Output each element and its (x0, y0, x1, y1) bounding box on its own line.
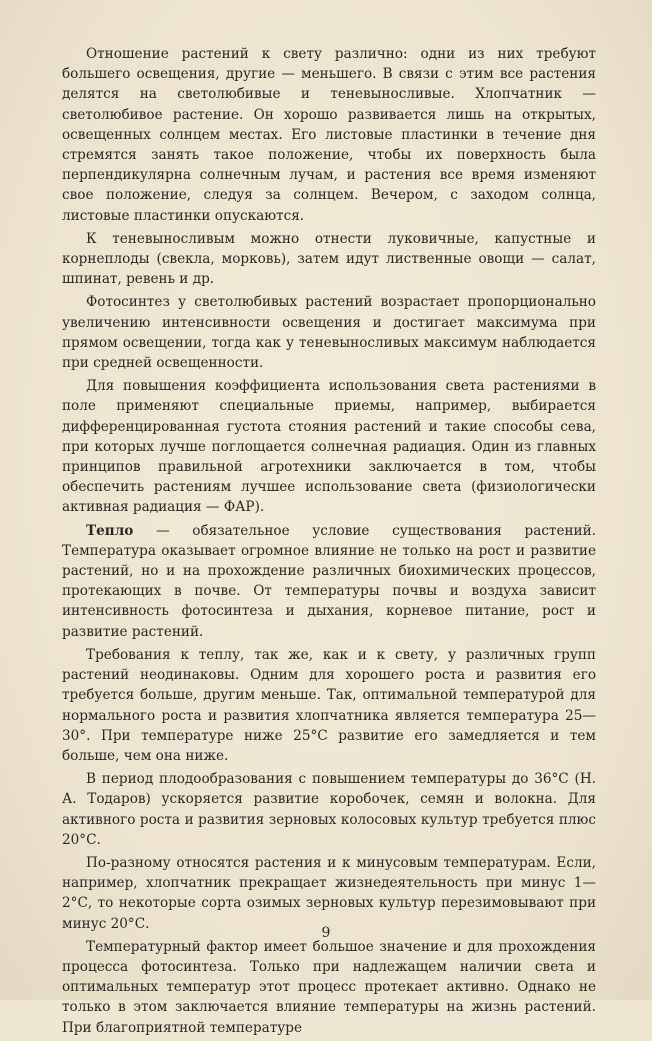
paragraph-shade-tolerant: К теневыносливым можно отнести луковичные, капустные и корнеплоды (свекла, морковь), затем идут лиственные овощи — салат, шпинат, ревень и др. (62, 230, 596, 288)
paragraph-temperature-factor: Температурный фактор имеет большое значение и для прохождения процесса фотосинтеза. Только при надлежащем наличии света и оптимальных температур этот процесс протекает активно. Однако не только в этом заключается влияние температуры на жизнь растений. При благоприятной температуре (62, 938, 596, 1036)
paragraph-photosynthesis: Фотосинтез у светолюбивых растений возрастает пропорционально увеличению интенсивности освещения и достигает максимума при прямом освещении, тогда как у теневыносливых максимум наблюдается при средней освещенности. (62, 294, 596, 372)
paragraph-fruiting-period: В период плодообразования с повышением температуры до 36°С (Н. А. Тодаров) ускоряется развитие коробочек, семян и волокна. Для активного роста и развития зерновых колосовых культур требуется плюс 20°С. (62, 771, 596, 848)
paragraph-heat (62, 521, 596, 642)
paragraph-light-relation: Отношение растений к свету различно: одни из них требуют большего освещения, другие — меньшего. В связи с этим все растения делятся на светолюбивые и теневыносливые. Хлопчатник — светолюбивое растение. Он хорошо развивается лишь на открытых, освещенных солнцем местах. Его листовые пластинки в течение дня стремятся занять такое положение, чтобы их поверхность была перпендикулярна солнечным лучам, и растения все время изменяют свое положение, следуя за солнцем. Вечером, с заходом солнца, листовые пластинки опускаются. (62, 46, 596, 224)
paragraph-heat-requirements: Требования к теплу, так же, как и к свету, у различных групп растений неодинаковы. Одним для хорошего роста и развития его требуется больше, другим меньше. Так, оптимальной температурой для нормального роста и развития хлопчатника является температура 25—30°. При температуре ниже 25°С развитие его замедляется и тем больше, чем она ниже. (62, 646, 596, 764)
paragraph-negative-temperatures: По-разному относятся растения и к минусовым температурам. Если, например, хлопчатник прекращает жизнедеятельность при минус 1—2°С, то некоторые сорта озимых зерновых культур перезимовывают при минус 20°С. (62, 854, 596, 932)
heat-definition: — обязательное условие существования растений. Температура оказывает огромное влияние не только на рост и развитие растений, но и на прохождение различных биохимических процессов, протекающих в почве. От температуры почвы и воздуха зависит интенсивность фотосинтеза и дыхания, корневое питание, рост и развитие растений. (62, 522, 596, 640)
page-number: 9 (321, 925, 331, 941)
paragraph-light-usage: Для повышения коэффициента использования света растениями в поле применяют специальные приемы, например, выбирается дифференцированная густота стояния растений и такие способы сева, при которых лучше поглощается солнечная радиация. Один из главных принципов правильной агротехники заключается в том, чтобы обеспечить растениям лучшее использование света (физиологически активная радиация — ФАР). (62, 378, 596, 516)
body-text (62, 44, 596, 1041)
term-heat: Тепло (86, 522, 134, 539)
